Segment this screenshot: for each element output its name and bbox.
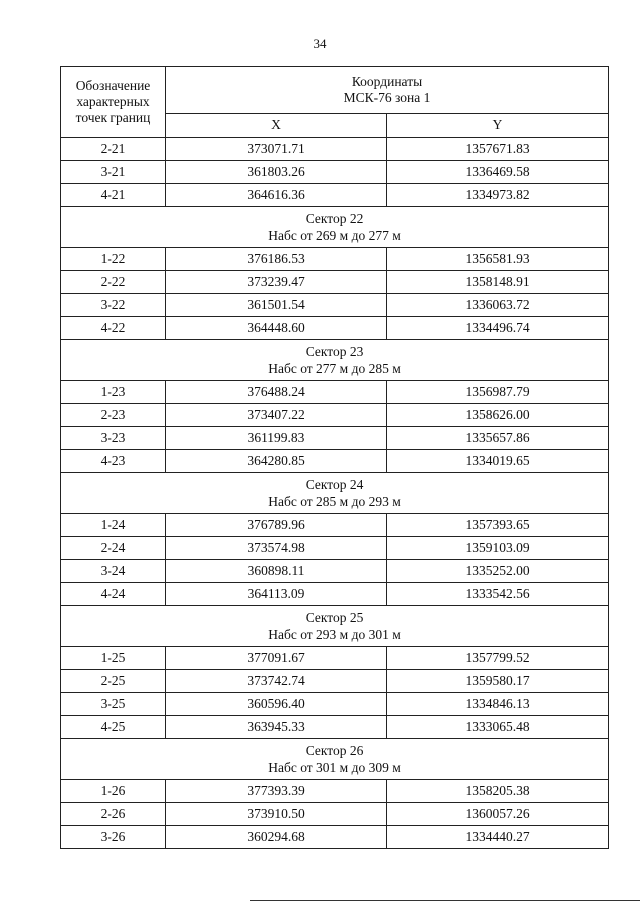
table-row — [61, 450, 609, 473]
y-coordinate-cell: 1334973.82 — [387, 184, 609, 207]
sector-row — [61, 606, 609, 647]
table-row — [61, 381, 609, 404]
x-coordinate-cell: 361199.83 — [166, 427, 387, 450]
y-coordinate-cell: 1358205.38 — [387, 780, 609, 803]
x-coordinate-cell: 376186.53 — [166, 248, 387, 271]
x-coordinate-cell: 361803.26 — [166, 161, 387, 184]
table-row — [61, 184, 609, 207]
coordinates-table — [60, 66, 609, 849]
sector-row — [61, 739, 609, 780]
y-coordinate-cell: 1359103.09 — [387, 537, 609, 560]
sector-heading — [61, 340, 609, 381]
x-coordinate-cell: 364280.85 — [166, 450, 387, 473]
x-coordinate-cell: 373407.22 — [166, 404, 387, 427]
page-number: 34 — [313, 36, 327, 51]
sector-height-range: Набс от 285 м до 293 м — [268, 494, 401, 509]
table-row — [61, 670, 609, 693]
sector-row — [61, 340, 609, 381]
sector-heading — [61, 606, 609, 647]
y-coordinate-cell: 1357671.83 — [387, 138, 609, 161]
table-row — [61, 647, 609, 670]
coordinates-header-line: Координаты — [351, 73, 423, 89]
table-row — [61, 826, 609, 849]
x-coordinate-cell: 360596.40 — [166, 693, 387, 716]
sector-title: Сектор 23 — [305, 344, 364, 359]
y-coordinate-cell: 1359580.17 — [387, 670, 609, 693]
sector-title: Сектор 24 — [305, 477, 364, 492]
y-coordinate-cell: 1334019.65 — [387, 450, 609, 473]
point-id-cell: 3-22 — [61, 294, 166, 317]
table-row — [61, 693, 609, 716]
sector-height-range: Набс от 301 м до 309 м — [268, 760, 401, 775]
sector-row — [61, 207, 609, 248]
x-coordinate-cell: 363945.33 — [166, 716, 387, 739]
header-label-line: характерных — [76, 94, 150, 109]
point-id-cell: 3-26 — [61, 826, 166, 849]
y-coordinate-cell: 1356581.93 — [387, 248, 609, 271]
x-coordinate-cell: 376488.24 — [166, 381, 387, 404]
x-coordinate-cell: 376789.96 — [166, 514, 387, 537]
point-id-cell: 3-23 — [61, 427, 166, 450]
point-id-cell: 1-24 — [61, 514, 166, 537]
table-row — [61, 161, 609, 184]
y-coordinate-cell: 1358626.00 — [387, 404, 609, 427]
x-column-header: X — [166, 113, 387, 137]
point-id-cell: 2-26 — [61, 803, 166, 826]
x-coordinate-cell: 373910.50 — [166, 803, 387, 826]
x-coordinate-cell: 361501.54 — [166, 294, 387, 317]
y-coordinate-cell: 1356987.79 — [387, 381, 609, 404]
coordinates-header-line: МСК-76 зона 1 — [343, 89, 431, 105]
x-coordinate-cell: 373071.71 — [166, 138, 387, 161]
sector-heading — [61, 739, 609, 780]
x-coordinate-cell: 364616.36 — [166, 184, 387, 207]
sector-title: Сектор 26 — [305, 743, 364, 758]
point-id-cell: 3-21 — [61, 161, 166, 184]
point-id-cell: 2-23 — [61, 404, 166, 427]
point-id-cell: 2-25 — [61, 670, 166, 693]
table-row — [61, 427, 609, 450]
table-row — [61, 560, 609, 583]
y-column-header: Y — [387, 113, 609, 137]
header-label-line: Обозначение — [75, 78, 151, 93]
y-coordinate-cell: 1334440.27 — [387, 826, 609, 849]
table-row — [61, 716, 609, 739]
table-row — [61, 803, 609, 826]
sector-heading — [61, 207, 609, 248]
table-row — [61, 780, 609, 803]
y-coordinate-cell: 1357393.65 — [387, 514, 609, 537]
x-coordinate-cell: 373239.47 — [166, 271, 387, 294]
y-coordinate-cell: 1333542.56 — [387, 583, 609, 606]
y-coordinate-cell: 1336469.58 — [387, 161, 609, 184]
sector-title: Сектор 22 — [305, 211, 364, 226]
point-id-cell: 4-21 — [61, 184, 166, 207]
point-id-cell: 4-22 — [61, 317, 166, 340]
point-id-cell: 2-22 — [61, 271, 166, 294]
table-row — [61, 271, 609, 294]
sector-heading — [61, 473, 609, 514]
x-coordinate-cell: 377393.39 — [166, 780, 387, 803]
x-coordinate-cell: 373574.98 — [166, 537, 387, 560]
x-coordinate-cell: 364448.60 — [166, 317, 387, 340]
y-coordinate-cell: 1333065.48 — [387, 716, 609, 739]
point-designation-header — [61, 67, 166, 138]
y-coordinate-cell: 1334496.74 — [387, 317, 609, 340]
x-coordinate-cell: 377091.67 — [166, 647, 387, 670]
point-id-cell: 1-26 — [61, 780, 166, 803]
y-coordinate-cell: 1360057.26 — [387, 803, 609, 826]
y-coordinate-cell: 1335657.86 — [387, 427, 609, 450]
x-coordinate-cell: 364113.09 — [166, 583, 387, 606]
sector-height-range: Набс от 293 м до 301 м — [268, 627, 401, 642]
table-body — [61, 138, 609, 849]
point-id-cell: 3-25 — [61, 693, 166, 716]
point-id-cell: 4-25 — [61, 716, 166, 739]
coordinates-header — [166, 67, 609, 114]
sector-height-range: Набс от 277 м до 285 м — [268, 361, 401, 376]
table-row — [61, 317, 609, 340]
y-coordinate-cell: 1335252.00 — [387, 560, 609, 583]
point-id-cell: 3-24 — [61, 560, 166, 583]
table-row — [61, 248, 609, 271]
table-row — [61, 583, 609, 606]
table-row — [61, 537, 609, 560]
point-id-cell: 1-23 — [61, 381, 166, 404]
point-id-cell: 1-22 — [61, 248, 166, 271]
point-id-cell: 4-23 — [61, 450, 166, 473]
y-coordinate-cell: 1358148.91 — [387, 271, 609, 294]
table-row — [61, 514, 609, 537]
sector-title: Сектор 25 — [305, 610, 364, 625]
sector-row — [61, 473, 609, 514]
point-id-cell: 1-25 — [61, 647, 166, 670]
point-id-cell: 2-24 — [61, 537, 166, 560]
header-label-line: точек границ — [75, 110, 151, 125]
page-edge-line — [250, 900, 640, 901]
x-coordinate-cell: 360898.11 — [166, 560, 387, 583]
y-coordinate-cell: 1357799.52 — [387, 647, 609, 670]
x-coordinate-cell: 360294.68 — [166, 826, 387, 849]
point-id-cell: 2-21 — [61, 138, 166, 161]
table-row — [61, 294, 609, 317]
table-row — [61, 138, 609, 161]
sector-height-range: Набс от 269 м до 277 м — [268, 228, 401, 243]
table-row — [61, 404, 609, 427]
y-coordinate-cell: 1336063.72 — [387, 294, 609, 317]
y-coordinate-cell: 1334846.13 — [387, 693, 609, 716]
point-id-cell: 4-24 — [61, 583, 166, 606]
x-coordinate-cell: 373742.74 — [166, 670, 387, 693]
